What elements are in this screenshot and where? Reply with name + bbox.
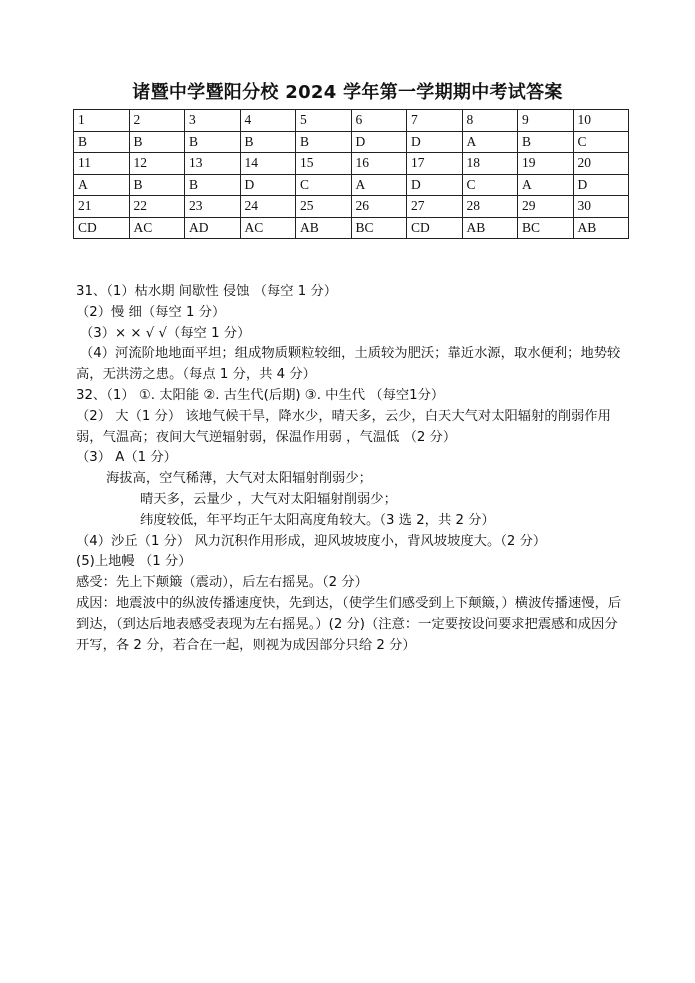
table-cell: B — [185, 174, 241, 196]
table-cell: 17 — [407, 153, 463, 175]
table-cell: 10 — [573, 110, 629, 132]
table-cell: 23 — [185, 196, 241, 218]
table-row — [74, 110, 629, 132]
table-cell: 30 — [573, 196, 629, 218]
table-cell: AC — [240, 217, 296, 239]
table-cell: 14 — [240, 153, 296, 175]
table-cell: AB — [462, 217, 518, 239]
table-cell: B — [74, 131, 130, 153]
table-cell: 20 — [573, 153, 629, 175]
answer-32-5-feeling: 感受：先上下颠簸（震动），后左右摇晃。（2 分） — [76, 575, 368, 591]
table-cell: 27 — [407, 196, 463, 218]
table-cell: AB — [296, 217, 352, 239]
answer-32-3: （3） A（1 分） — [76, 450, 177, 466]
table-cell: 21 — [74, 196, 130, 218]
table-cell: 2 — [129, 110, 185, 132]
table-cell: A — [462, 131, 518, 153]
table-row — [74, 131, 629, 153]
table-cell: 6 — [351, 110, 407, 132]
table-cell: 7 — [407, 110, 463, 132]
table-cell: 15 — [296, 153, 352, 175]
page-title: 诸暨中学暨阳分校 2024 学年第一学期期中考试答案 — [132, 82, 563, 103]
table-cell: B — [240, 131, 296, 153]
table-cell: D — [407, 131, 463, 153]
answer-32-3-point-2: 晴天多，云量少 ，大气对太阳辐射削弱少； — [140, 491, 397, 507]
table-cell: 26 — [351, 196, 407, 218]
table-row — [74, 153, 629, 175]
table-cell: 18 — [462, 153, 518, 175]
table-cell: A — [74, 174, 130, 196]
table-cell: 25 — [296, 196, 352, 218]
table-cell: D — [351, 131, 407, 153]
table-cell: B — [129, 131, 185, 153]
table-cell: 5 — [296, 110, 352, 132]
answer-31-3: （3）× × √ √（每空 1 分） — [80, 325, 251, 341]
table-cell: 11 — [74, 153, 130, 175]
table-cell: C — [573, 131, 629, 153]
answer-31-2: （2）慢 细（每空 1 分） — [76, 304, 226, 320]
answer-32-3-point-1: 海拔高，空气稀薄，大气对太阳辐射削弱少； — [106, 471, 372, 487]
answer-32-1: 32、（1） ①. 太阳能 ②. 古生代(后期) ③. 中生代 （每空1分） — [76, 387, 445, 403]
table-cell: 29 — [518, 196, 574, 218]
answer-text — [76, 282, 626, 656]
table-cell: B — [296, 131, 352, 153]
table-cell: D — [240, 174, 296, 196]
answer-31-4: （4）河流阶地地面平坦；组成物质颗粒较细，土质较为肥沃；靠近水源，取水便利；地势较高，无洪涝之患。（每点 1 分，共 4 分） — [76, 346, 621, 383]
table-cell: B — [129, 174, 185, 196]
table-cell: D — [407, 174, 463, 196]
table-cell: 19 — [518, 153, 574, 175]
table-cell: A — [518, 174, 574, 196]
table-cell: 1 — [74, 110, 130, 132]
table-row — [74, 174, 629, 196]
table-cell: CD — [74, 217, 130, 239]
table-cell: 12 — [129, 153, 185, 175]
table-row — [74, 217, 629, 239]
table-cell: BC — [518, 217, 574, 239]
answer-32-5-cause: 成因：地震波中的纵波传播速度快，先到达，（使学生们感受到上下颠簸，）横波传播速慢，后到达，（到达后地表感受表现为左右摇晃。）(2 分)（注意：一定要按设问要求把震感和成因分开写，各 2 分，若合在一起，则视为成因部分只给 2 分） — [76, 595, 622, 653]
table-cell: 3 — [185, 110, 241, 132]
table-cell: AB — [573, 217, 629, 239]
table-cell: CD — [407, 217, 463, 239]
table-cell: 28 — [462, 196, 518, 218]
answer-32-3-point-3: 纬度较低，年平均正午太阳高度角较大。（3 选 2，共 2 分） — [140, 512, 495, 528]
answer-32-5: (5)上地幔 （1 分） — [76, 554, 192, 570]
answer-32-2: （2） 大（1 分） 该地气候干旱，降水少，晴天多，云少，白天大气对太阳辐射的削弱作用弱，气温高；夜间大气逆辐射弱，保温作用弱 ，气温低 （2 分） — [76, 408, 611, 445]
answer-31-1: 31、（1）枯水期 间歇性 侵蚀 （每空 1 分） — [76, 284, 338, 299]
answer-32-4: （4）沙丘（1 分） 风力沉积作用形成，迎风坡坡度小，背风坡坡度大。（2 分） — [76, 533, 547, 549]
table-cell: 16 — [351, 153, 407, 175]
table-cell: 13 — [185, 153, 241, 175]
table-cell: C — [296, 174, 352, 196]
table-cell: 9 — [518, 110, 574, 132]
table-cell: A — [351, 174, 407, 196]
table-cell: C — [462, 174, 518, 196]
table-cell: 4 — [240, 110, 296, 132]
table-cell: B — [518, 131, 574, 153]
table-cell: 8 — [462, 110, 518, 132]
answer-table — [73, 109, 629, 239]
table-row — [74, 196, 629, 218]
table-cell: B — [185, 131, 241, 153]
table-cell: AC — [129, 217, 185, 239]
table-cell: 24 — [240, 196, 296, 218]
table-cell: 22 — [129, 196, 185, 218]
table-cell: D — [573, 174, 629, 196]
table-cell: AD — [185, 217, 241, 239]
table-cell: BC — [351, 217, 407, 239]
